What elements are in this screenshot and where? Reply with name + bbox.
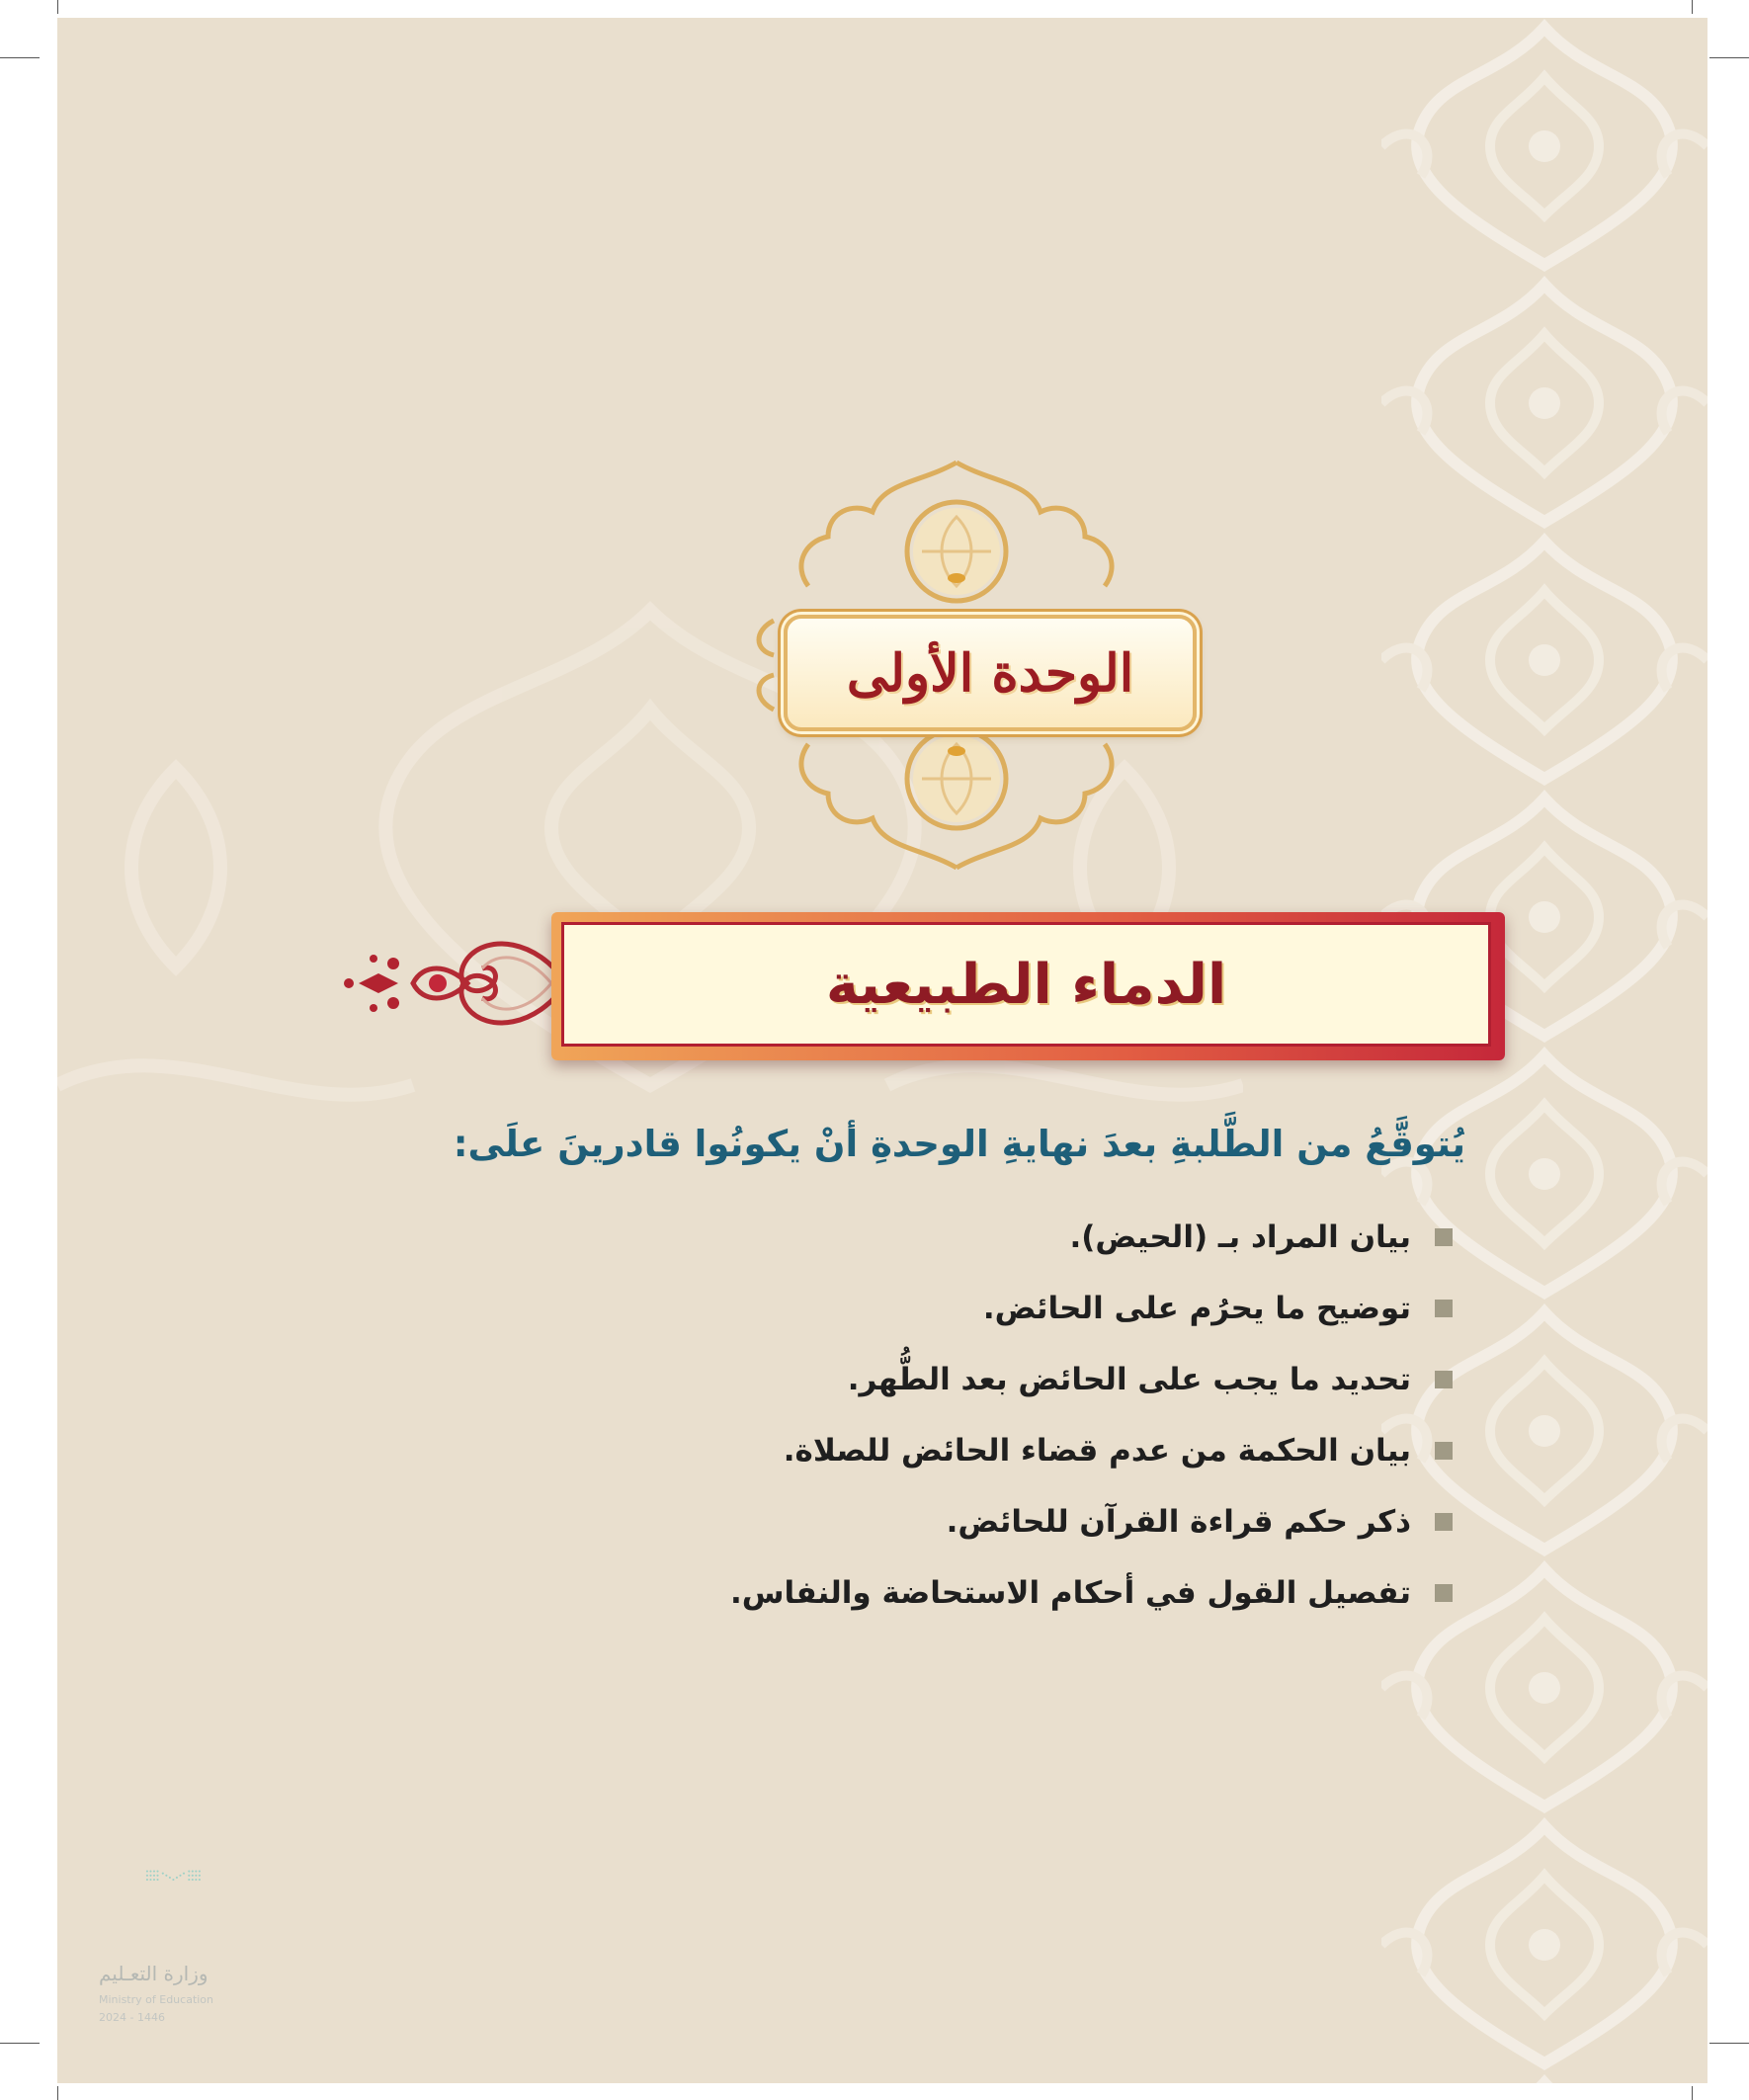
objective-text: ذكر حكم قراءة القرآن للحائض.	[946, 1504, 1411, 1540]
square-bullet-icon	[1435, 1371, 1453, 1388]
edition-year: 2024 - 1446	[99, 2011, 165, 2024]
textbook-page	[57, 18, 1707, 2083]
crop-mark	[1692, 2086, 1693, 2100]
lesson-title: الدماء الطبيعية	[825, 952, 1227, 1017]
objective-text: توضيح ما يحرُم على الحائض.	[982, 1291, 1411, 1326]
square-bullet-icon	[1435, 1513, 1453, 1531]
objective-item	[316, 1344, 1453, 1415]
objective-text: بيان المراد بـ (الحيض).	[1069, 1219, 1411, 1255]
objective-item	[316, 1486, 1453, 1557]
square-bullet-icon	[1435, 1300, 1453, 1317]
objective-item	[316, 1202, 1453, 1273]
crop-mark	[1709, 2043, 1749, 2044]
square-bullet-icon	[1435, 1584, 1453, 1602]
objective-item	[316, 1273, 1453, 1344]
square-bullet-icon	[1435, 1442, 1453, 1460]
ministry-logo-icon	[115, 1868, 253, 1927]
objective-text: تفصيل القول في أحكام الاستحاضة والنفاس.	[730, 1575, 1411, 1611]
lesson-banner	[551, 912, 1505, 1060]
objectives-intro: يُتوقَّعُ من الطَّلبةِ بعدَ نهايةِ الوحدةِ أنْ يكونُوا قادرينَ علَى:	[453, 1123, 1465, 1165]
objective-text: بيان الحكمة من عدم قضاء الحائض للصلاة.	[783, 1433, 1411, 1469]
crop-mark	[1692, 0, 1693, 14]
crop-mark	[1709, 57, 1749, 58]
objective-text: تحديد ما يجب على الحائض بعد الطُّهر.	[847, 1362, 1411, 1397]
crop-mark	[57, 0, 58, 14]
objectives-list	[316, 1202, 1453, 1629]
crop-mark	[57, 2086, 58, 2100]
unit-title: الوحدة الأولى	[846, 642, 1134, 704]
unit-plaque	[784, 615, 1197, 731]
ministry-name-english: Ministry of Education	[99, 1993, 214, 2006]
lesson-banner-inner	[561, 922, 1491, 1047]
square-bullet-icon	[1435, 1228, 1453, 1246]
objective-item	[316, 1557, 1453, 1629]
ministry-name-arabic: وزارة التعـليم	[99, 1962, 208, 1985]
lesson-flourish-ornament	[339, 919, 576, 1048]
crop-mark	[0, 57, 40, 58]
crop-mark	[0, 2043, 40, 2044]
objective-item	[316, 1415, 1453, 1486]
